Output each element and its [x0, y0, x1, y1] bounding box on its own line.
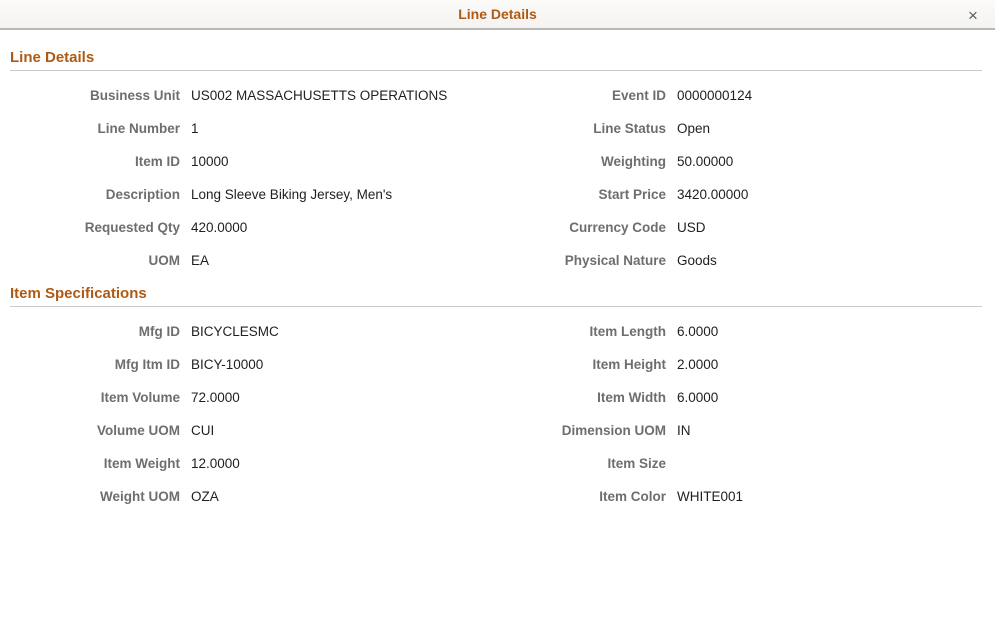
field-value: 1 — [191, 121, 199, 136]
field-value: IN — [677, 423, 691, 438]
field-label: Weighting — [601, 154, 666, 169]
field-label: Item ID — [134, 154, 180, 169]
field-label: Item Height — [592, 357, 666, 372]
field-line-number — [10, 112, 496, 145]
field-label: Item Weight — [103, 456, 180, 471]
field-uom — [10, 244, 496, 277]
field-item-length — [496, 315, 982, 348]
field-value: 6.0000 — [677, 390, 719, 405]
field-value: USD — [677, 220, 706, 235]
field-label: Item Length — [589, 324, 666, 339]
field-value: 6.0000 — [677, 324, 719, 339]
field-item-weight — [10, 447, 496, 480]
close-icon[interactable]: × — [961, 0, 985, 30]
field-label: Start Price — [598, 187, 666, 202]
field-mfg-itm-id — [10, 348, 496, 381]
field-label: Description — [105, 187, 180, 202]
field-business-unit — [10, 79, 496, 112]
field-label: Volume UOM — [96, 423, 180, 438]
field-item-id — [10, 145, 496, 178]
field-value: BICYCLESMC — [191, 324, 279, 339]
field-label: Requested Qty — [84, 220, 180, 235]
field-label: Weight UOM — [100, 489, 180, 504]
field-weighting — [496, 145, 982, 178]
field-value: 72.0000 — [191, 390, 240, 405]
field-line-status — [496, 112, 982, 145]
field-label: Line Status — [593, 121, 666, 136]
field-value: WHITE001 — [677, 489, 744, 504]
field-value: OZA — [191, 489, 219, 504]
field-requested-qty — [10, 211, 496, 244]
field-label: Item Width — [597, 390, 666, 405]
field-value: 2.0000 — [677, 357, 719, 372]
line-details-right-column — [496, 79, 982, 277]
field-label: Item Volume — [100, 390, 180, 405]
field-event-id — [496, 79, 982, 112]
section-title-item-specifications: Item Specifications — [10, 285, 982, 307]
line-details-left-column — [10, 79, 496, 277]
field-value: Open — [677, 121, 711, 136]
field-value: 3420.00000 — [677, 187, 749, 202]
field-start-price — [496, 178, 982, 211]
field-label: Line Number — [97, 121, 180, 136]
field-value: 12.0000 — [191, 456, 240, 471]
field-value: US002 MASSACHUSETTS OPERATIONS — [191, 88, 448, 103]
field-item-width — [496, 381, 982, 414]
field-currency-code — [496, 211, 982, 244]
field-mfg-id — [10, 315, 496, 348]
field-item-color — [496, 480, 982, 513]
item-specifications-fields — [10, 315, 982, 514]
field-label: Event ID — [611, 88, 666, 103]
field-label: Dimension UOM — [561, 423, 666, 438]
field-description — [10, 178, 496, 211]
field-value: EA — [191, 253, 210, 268]
line-details-fields — [10, 79, 982, 278]
field-item-volume — [10, 381, 496, 414]
field-value: Long Sleeve Biking Jersey, Men's — [191, 187, 393, 202]
field-value: BICY-10000 — [191, 357, 264, 372]
field-label: Item Color — [599, 489, 666, 504]
field-label: Mfg Itm ID — [114, 357, 180, 372]
field-value: Goods — [677, 253, 717, 268]
item-specs-right-column — [496, 315, 982, 513]
field-weight-uom — [10, 480, 496, 513]
field-item-height — [496, 348, 982, 381]
section-title-line-details: Line Details — [10, 49, 982, 71]
field-value: 50.00000 — [677, 154, 734, 169]
field-value: 0000000124 — [677, 88, 753, 103]
field-label: Business Unit — [89, 88, 180, 103]
field-label: Physical Nature — [564, 253, 666, 268]
field-item-size — [496, 447, 982, 480]
field-label: UOM — [148, 253, 180, 268]
modal-title: Line Details — [458, 6, 537, 22]
field-dimension-uom — [496, 414, 982, 447]
field-physical-nature — [496, 244, 982, 277]
field-value: 10000 — [191, 154, 229, 169]
field-label: Mfg ID — [138, 324, 180, 339]
modal-header — [0, 0, 995, 30]
item-specs-left-column — [10, 315, 496, 513]
field-volume-uom — [10, 414, 496, 447]
field-label: Currency Code — [569, 220, 666, 235]
field-value: 420.0000 — [191, 220, 248, 235]
modal-content — [0, 49, 995, 514]
field-label: Item Size — [607, 456, 666, 471]
field-value: CUI — [191, 423, 215, 438]
